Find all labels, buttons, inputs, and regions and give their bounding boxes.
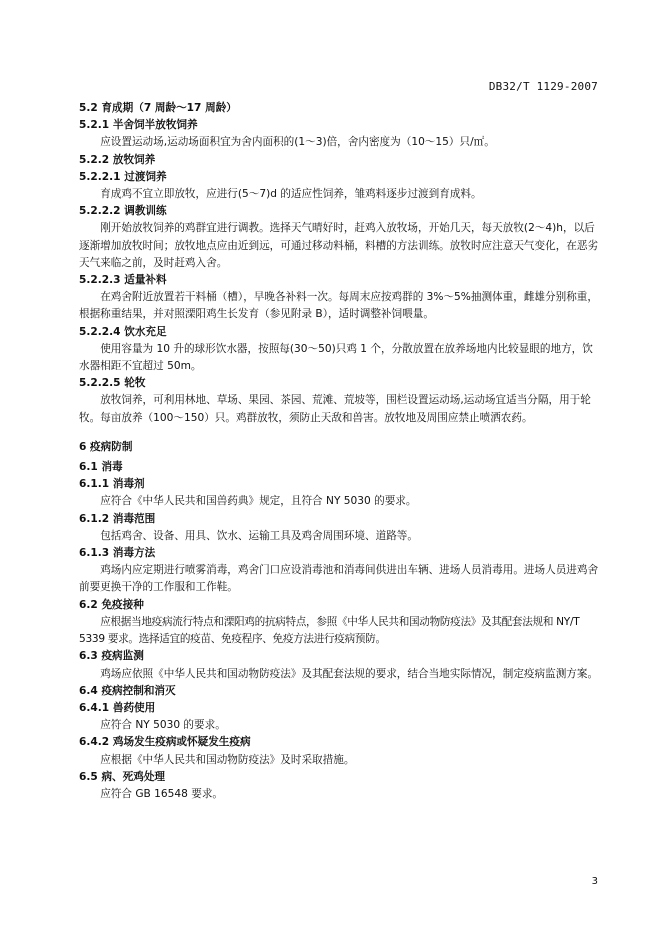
paragraph: 在鸡舍附近放置若干料桶（槽），早晚各补料一次。每周末应按鸡群的 3%～5%抽测体重，雌雄分别称重，根据称重结果，并对照溧阳鸡生长发育（参见附录 B），适时调整补饲喂量。 — [79, 291, 598, 321]
section-heading: 6.4 疫病控制和消灭 — [79, 684, 176, 697]
paragraph: 应符合 GB 16548 要求。 — [100, 787, 224, 800]
page-number: 3 — [591, 876, 598, 887]
section-heading: 5.2.2.1 过渡饲养 — [79, 170, 167, 183]
standard-code: DB32/T 1129-2007 — [488, 80, 598, 93]
section-heading: 5.2 育成期（7 周龄～17 周龄） — [79, 102, 237, 114]
section-heading: 6.4.2 鸡场发生疫病或怀疑发生疫病 — [79, 736, 251, 749]
section-heading: 6.1.1 消毒剂 — [79, 478, 145, 491]
section-heading: 5.2.1 半舍饲半放牧饲养 — [79, 119, 198, 132]
paragraph: 包括鸡舍、设备、用具、饮水、运输工具及鸡舍周围环境、道路等。 — [100, 529, 418, 542]
paragraph: 应根据当地疫病流行特点和溧阳鸡的抗病特点，参照《中华人民共和国动物防疫法》及其配套法规和 NY/T 5339 要求。选择适宜的疫苗、免疫程序、免疫方法进行疫病预防。 — [79, 615, 580, 646]
section-heading: 6.1.2 消毒范围 — [79, 512, 156, 525]
paragraph: 使用容量为 10 升的球形饮水器，按照每(30～50)只鸡 1 个，分散放置在放养场地内比较显眼的地方，饮水器相距不宜超过 50m。 — [79, 342, 593, 373]
section-heading: 5.2.2.2 调教训练 — [79, 205, 167, 218]
paragraph: 鸡场应依照《中华人民共和国动物防疫法》及其配套法规的要求，结合当地实际情况，制定疫病监测方案。 — [100, 667, 599, 680]
section-heading: 6.1.3 消毒方法 — [79, 547, 156, 560]
paragraph: 应符合 NY 5030 的要求。 — [100, 719, 226, 732]
section-heading: 6 疫病防制 — [79, 440, 133, 453]
section-heading: 5.2.2 放牧饲养 — [79, 153, 156, 166]
paragraph: 放牧饲养，可利用林地、草场、果园、茶园、荒滩、荒坡等，围栏设置运动场,运动场宜适当分隔，用于轮牧。每亩放养（100～150）只。鸡群放牧，须防止天敌和兽害。放牧地及周围应禁止喷洒农药。 — [79, 394, 591, 424]
section-heading: 6.1 消毒 — [79, 461, 123, 474]
paragraph: 应设置运动场,运动场面积宜为舍内面积的(1～3)倍，舍内密度为（10～15）只/㎡。 — [100, 136, 495, 149]
section-heading: 6.5 病、死鸡处理 — [79, 770, 166, 783]
paragraph: 鸡场内应定期进行喷雾消毒，鸡舍门口应设消毒池和消毒间供进出车辆、进场人员消毒用。进场人员进鸡舍前要更换干净的工作服和工作鞋。 — [79, 564, 599, 594]
paragraph: 应符合《中华人民共和国兽药典》规定，且符合 NY 5030 的要求。 — [100, 495, 417, 508]
section-heading: 5.2.2.3 适量补料 — [79, 274, 167, 287]
section-heading: 6.4.1 兽药使用 — [79, 701, 156, 714]
section-heading: 6.3 疫病监测 — [79, 650, 144, 663]
paragraph: 育成鸡不宜立即放牧，应进行(5～7)d 的适应性饲养，雏鸡料逐步过渡到育成料。 — [100, 188, 482, 201]
section-heading: 6.2 免疫接种 — [79, 598, 144, 611]
section-heading: 5.2.2.5 轮牧 — [79, 377, 146, 390]
section-heading: 5.2.2.4 饮水充足 — [79, 325, 167, 338]
document-body — [79, 100, 599, 803]
paragraph: 刚开始放牧饲养的鸡群宜进行调教。选择天气晴好时，赶鸡入放牧场，开始几天，每天放牧(2～4)h，以后逐渐增加放牧时间；放牧地点应由近到远，可通过移动料桶，料槽的方法训练。放牧时应注意天气变化，在恶劣天气来临之前，及时赶鸡入舍。 — [79, 222, 599, 269]
paragraph: 应根据《中华人民共和国动物防疫法》及时采取措施。 — [100, 753, 355, 766]
